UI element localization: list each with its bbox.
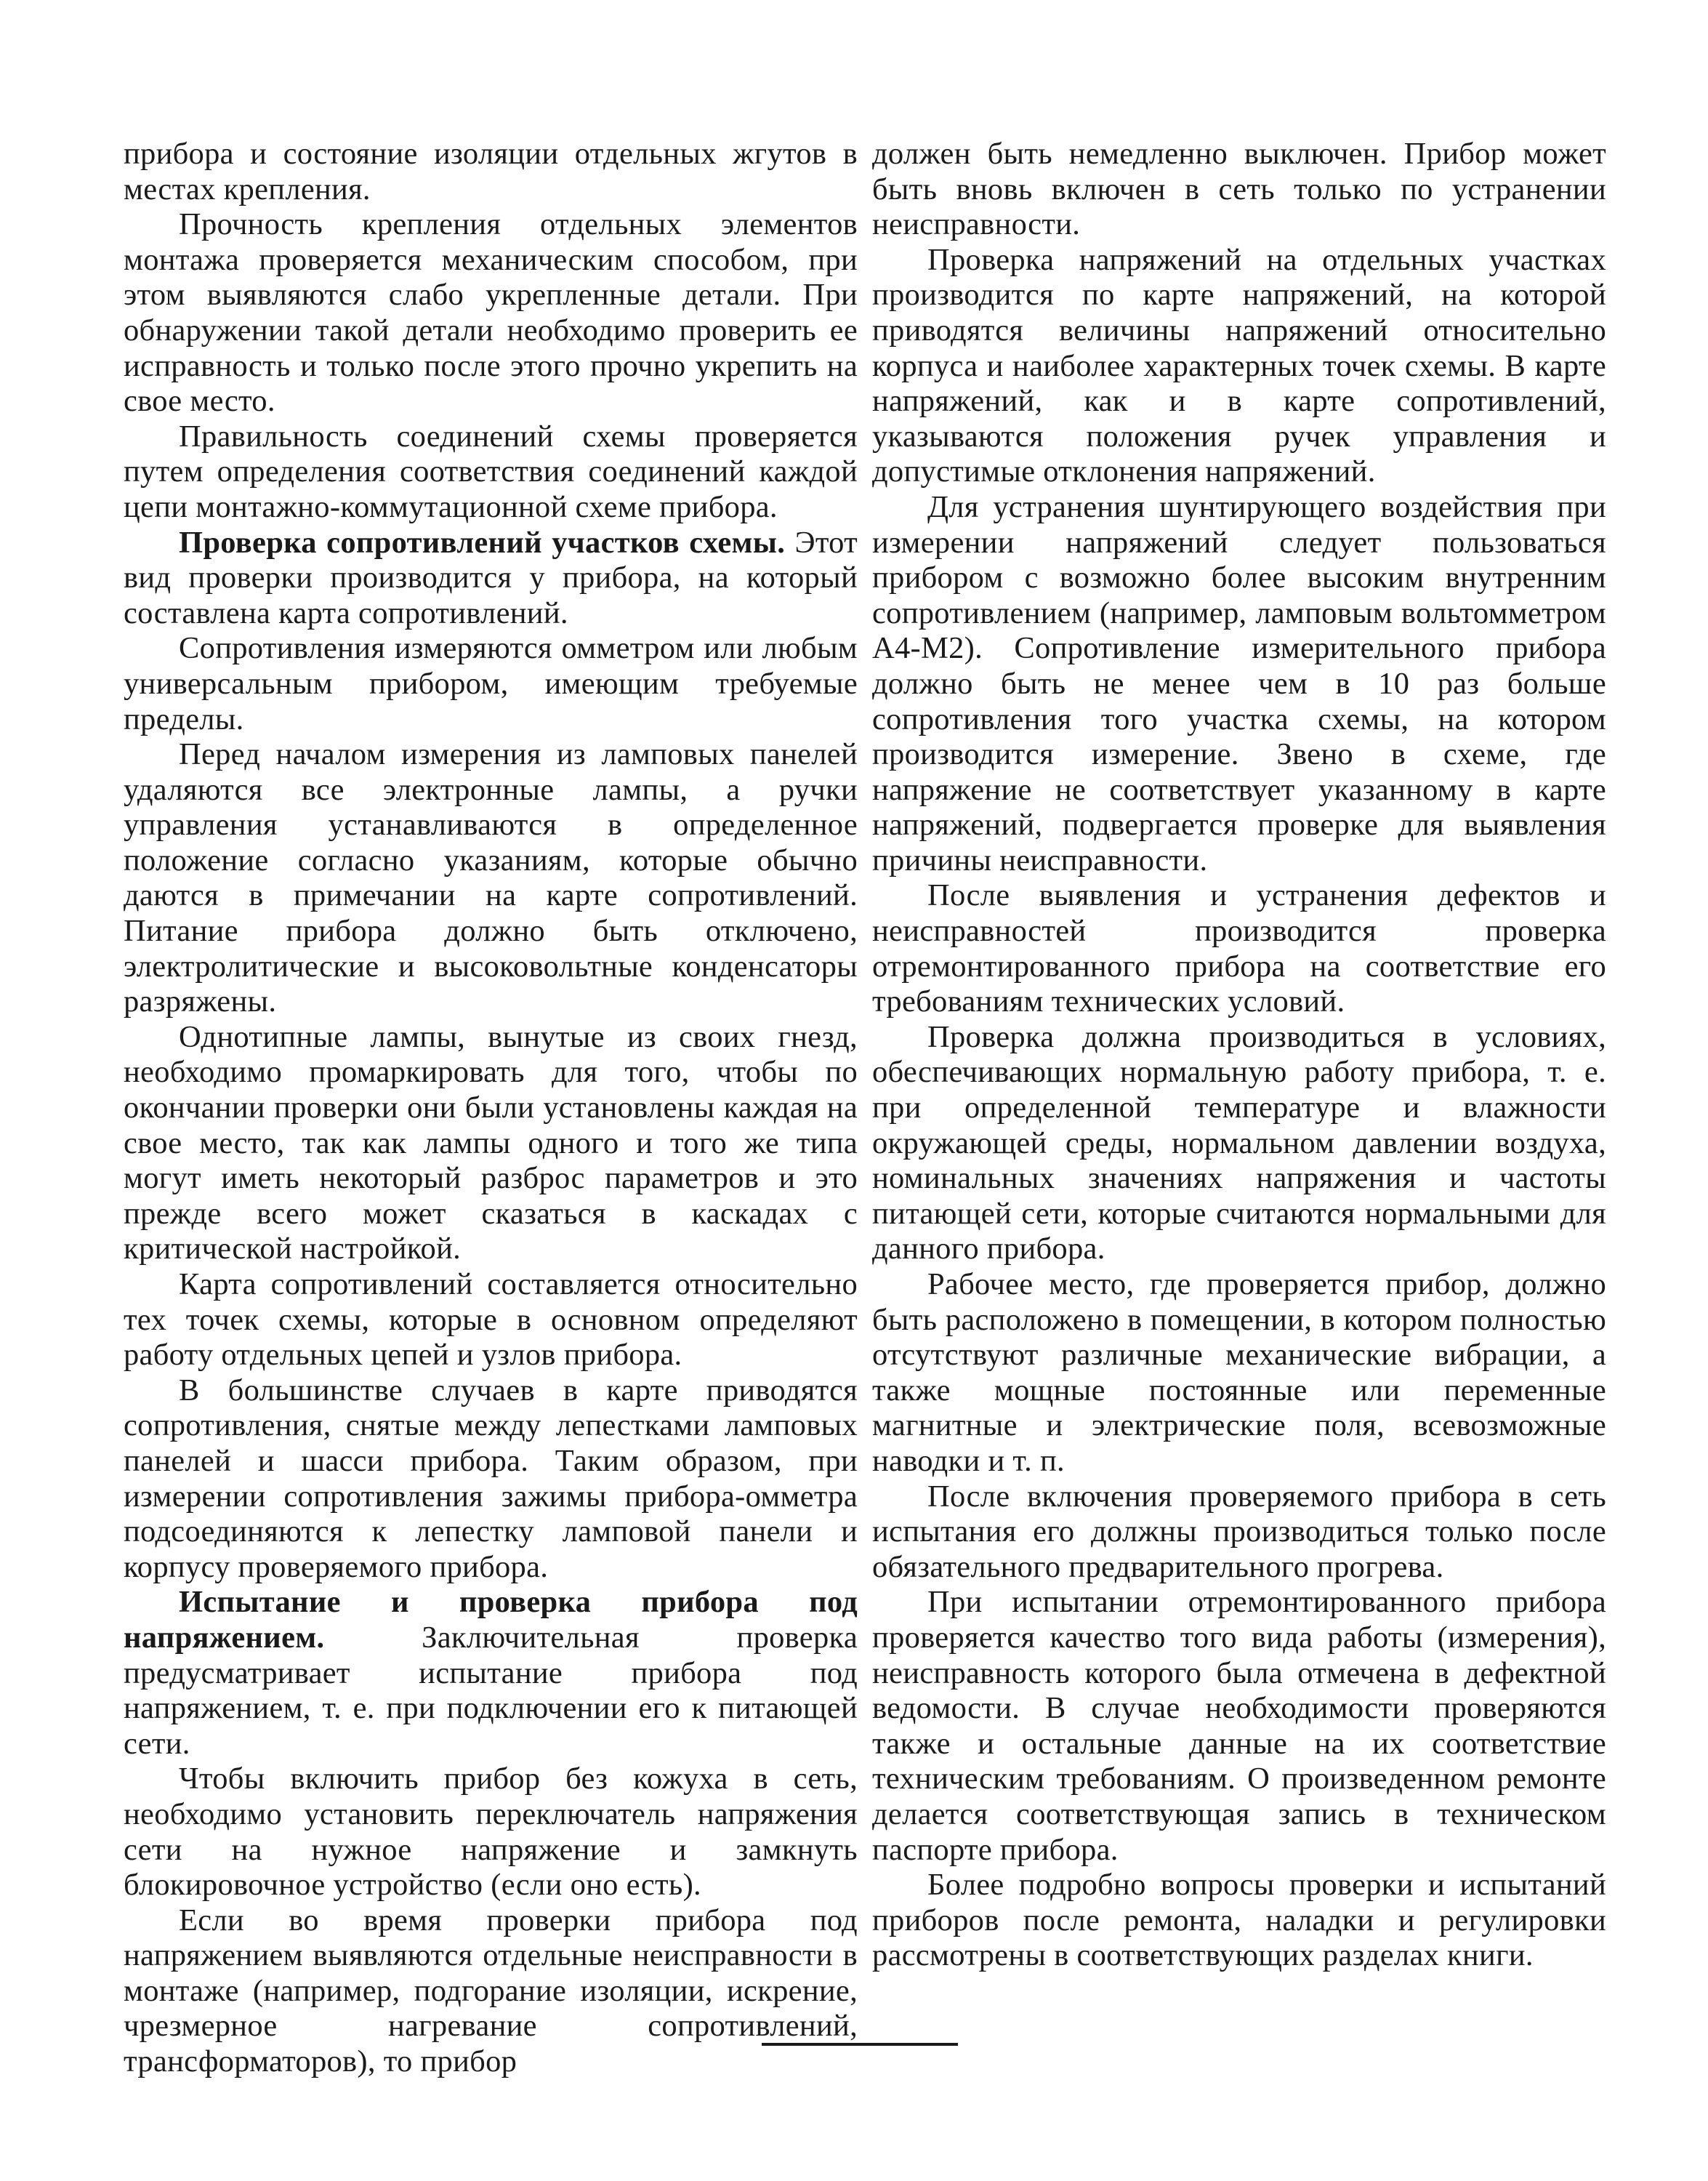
paragraph [124,1373,858,1586]
paragraph [872,1267,1606,1479]
paragraph-text: При испытании отремонтированного прибора проверяется качество того вида работы (измерения), неисправность которого была отмечена в дефектной ведомости. В случае необходимости проверяются также и остальные данные на их соответствие техническим требованиям. О произведенном ремонте делается соответствующая запись в техническом паспорте прибора. [872,1585,1606,1867]
paragraph-text: Заключительная проверка предусматривает испытание прибора под напряжением, т. е. при подключении его к питающей сети. [124,1620,858,1761]
paragraph [124,1267,858,1373]
paragraph [124,1903,858,2080]
section-heading-voltage-test: Испытание и проверка прибора под напряжением. [124,1585,858,1655]
paragraph-text: Прочность крепления отдельных элементов монтажа проверяется механическим способом, при этом выявляются слабо укрепленные детали. При обнаружении такой детали необходимо проверить ее исправность и только после этого прочно укрепить на свое место. [124,207,858,419]
paragraph-text: После выявления и устранения дефектов и неисправностей производится проверка отремонтированного прибора на соответствие его требованиям технических условий. [872,878,1606,1019]
right-column [872,137,1606,1974]
paragraph-text: Карта сопротивлений составляется относительно тех точек схемы, которые в основном определяют работу отдельных цепей и узлов прибора. [124,1267,858,1373]
paragraph [124,207,858,419]
paragraph-text: Этот вид проверки производится у прибора, на который составлена карта сопротивлений. [124,525,858,630]
section-end-rule [762,2043,958,2046]
paragraph [872,490,1606,879]
paragraph-text: В большинстве случаев в карте приводятся сопротивления, снятые между лепестками ламповых панелей и шасси прибора. Таким образом, при измерении сопротивления зажимы прибора-омметра подсоединяются к лепестку ламповой панели и корпусу проверяемого прибора. [124,1373,858,1584]
paragraph [872,1868,1606,1974]
paragraph [124,1020,858,1267]
paragraph-text: Рабочее место, где проверяется прибор, должно быть расположено в помещении, в котором полностью отсутствуют различные механические вибрации, а также мощные постоянные или переменные магнитные и электрические поля, всевозможные наводки и т. п. [872,1267,1606,1478]
section-heading-resistance-check: Проверка сопротивлений участков схемы. [179,525,786,560]
paragraph-text: должен быть немедленно выключен. Прибор может быть вновь включен в сеть только по устранении неисправности. [872,137,1606,242]
paragraph [124,419,858,526]
paragraph-text: Более подробно вопросы проверки и испытаний приборов после ремонта, наладки и регулировки рассмотрены в соответствующих разделах книги. [872,1868,1606,1973]
paragraph [872,137,1606,243]
paragraph [872,878,1606,1019]
paragraph-text: Для устранения шунтирующего воздействия при измерении напряжений следует пользоваться прибором с возможно более высоким внутренним сопротивлением (например, ламповым вольтомметром А4-М2). Сопротивление измерительного прибора должно быть не менее чем в 10 раз больше сопротивления того участка схемы, на котором производится измерение. Звено в схеме, где напряжение не соответствует указанному в карте напряжений, подвергается проверке для выявления причины неисправности. [872,489,1606,877]
paragraph [872,1585,1606,1868]
paragraph-text: Однотипные лампы, вынутые из своих гнезд, необходимо промаркировать для того, чтобы по окончании проверки они были установлены каждая на свое место, так как лампы одного и того же типа могут иметь некоторый разброс параметров и это прежде всего может сказаться в каскадах с критической настройкой. [124,1019,858,1266]
paragraph-text: Перед началом измерения из ламповых панелей удаляются все электронные лампы, а ручки управления устанавливаются в определенное положение согласно указаниям, которые обычно даются в примечании на карте сопротивлений. Питание прибора должно быть отключено, электролитические и высоковольтные конденсаторы разряжены. [124,737,858,1019]
paragraph-text: Проверка напряжений на отдельных участках производится по карте напряжений, на которой приводятся величины напряжений относительно корпуса и наиболее характерных точек схемы. В карте напряжений, как и в карте сопротивлений, указываются положения ручек управления и допустимые отклонения напряжений. [872,242,1606,489]
paragraph [124,631,858,737]
section-paragraph-resistance-check [124,526,858,632]
paragraph [124,737,858,1020]
paragraph-text: Если во время проверки прибора под напряжением выявляются отдельные неисправности в монтаже (например, подгорание изоляции, искрение, чрезмерное нагревание сопротивлений, трансформаторов), то прибор [124,1903,858,2079]
paragraph [124,137,858,207]
paragraph-text: Чтобы включить прибор без кожуха в сеть, необходимо установить переключатель напряжения сети на нужное напряжение и замкнуть блокировочное устройство (если оно есть). [124,1762,858,1903]
paragraph [124,1762,858,1903]
paragraph-text: После включения проверяемого прибора в сеть испытания его должны производиться только после обязательного предварительного прогрева. [872,1479,1606,1584]
section-paragraph-voltage-test [124,1585,858,1762]
paragraph-text: прибора и состояние изоляции отдельных жгутов в местах крепления. [124,137,858,206]
paragraph [872,243,1606,490]
left-column [124,137,858,2080]
paragraph-text: Проверка должна производиться в условиях, обеспечивающих нормальную работу прибора, т. е. при определенной температуре и влажности окружающей среды, нормальном давлении воздуха, номинальных значениях напряжения и частоты питающей сети, которые считаются нормальными для данного прибора. [872,1019,1606,1266]
paragraph-text: Правильность соединений схемы проверяется путем определения соответствия соединений каждой цепи монтажно-коммутационной схеме прибора. [124,419,858,524]
paragraph [872,1020,1606,1267]
paragraph [872,1479,1606,1586]
paragraph-text: Сопротивления измеряются омметром или любым универсальным прибором, имеющим требуемые пределы. [124,631,858,736]
